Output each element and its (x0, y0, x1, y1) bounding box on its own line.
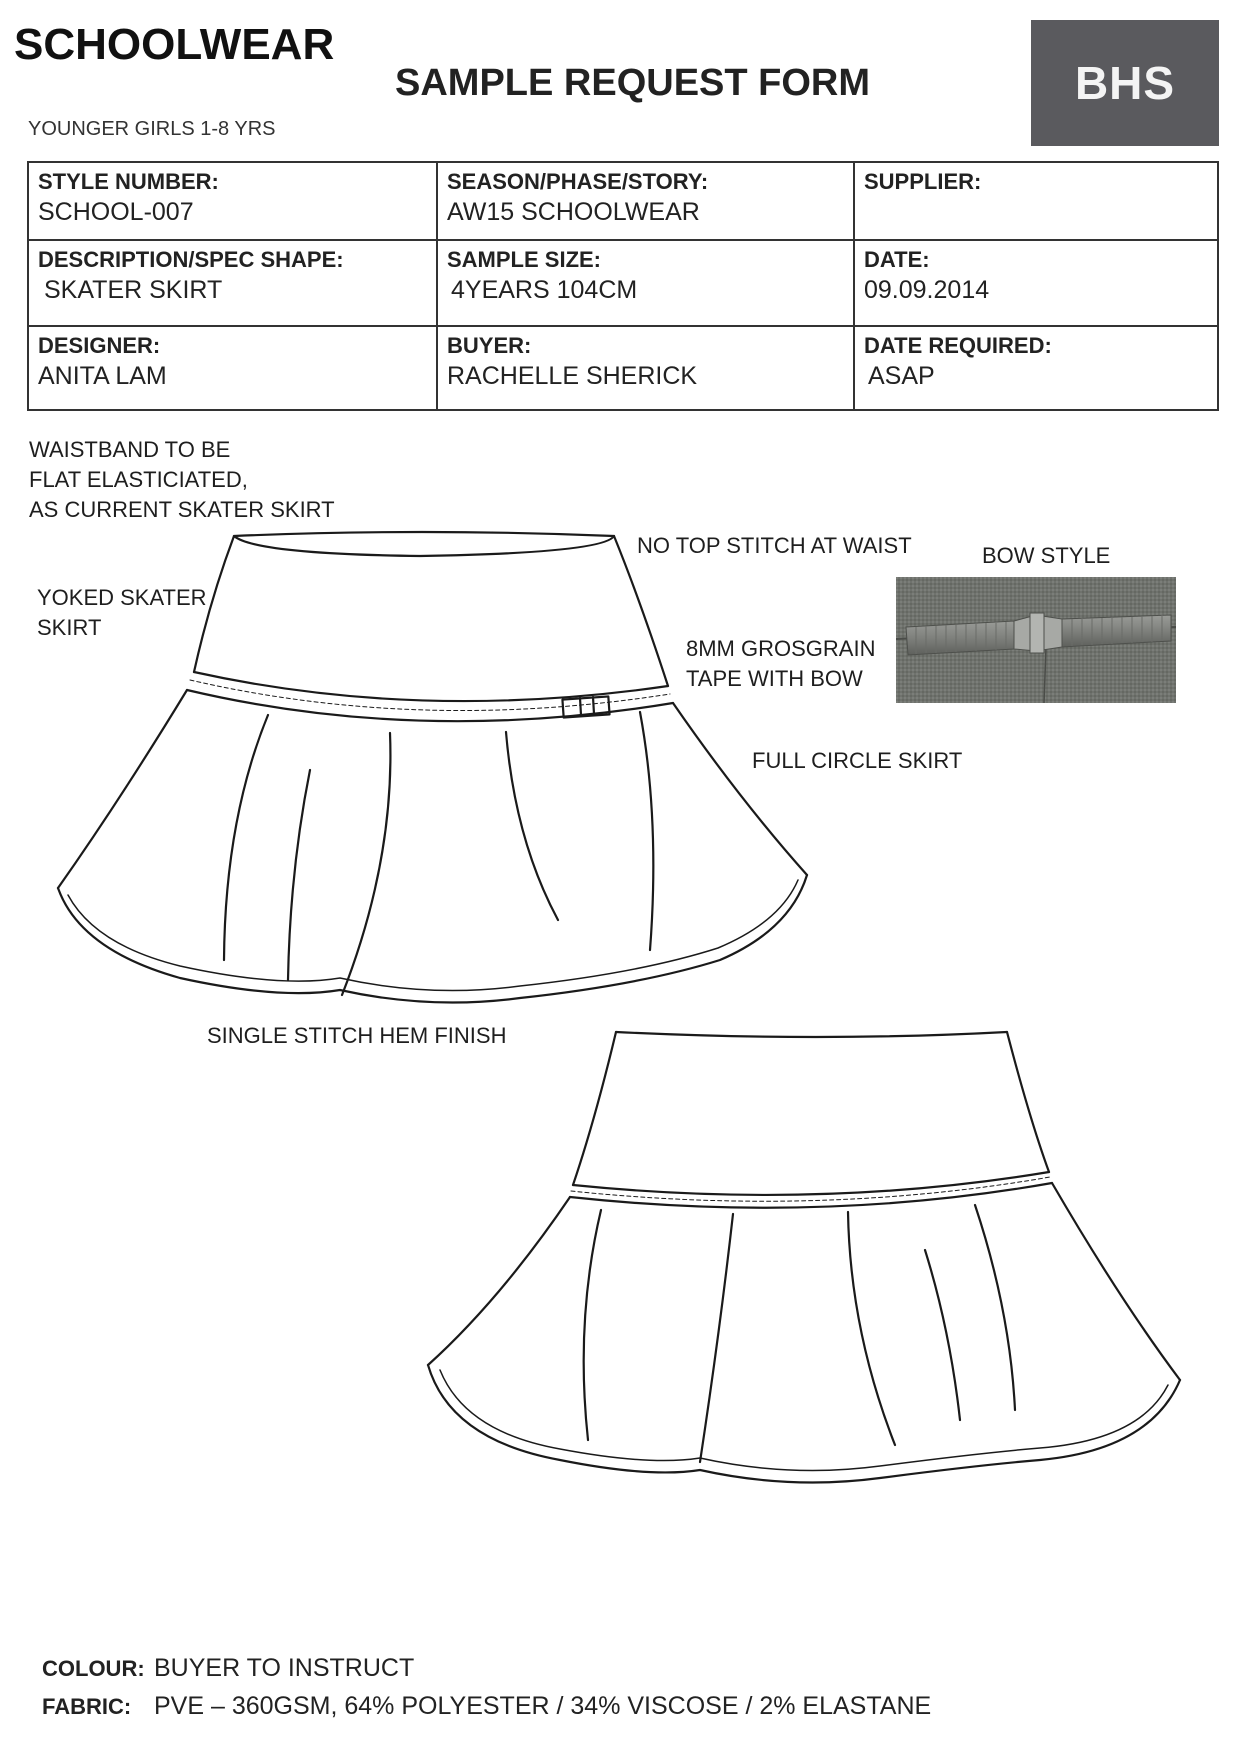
range-subtitle: YOUNGER GIRLS 1-8 YRS (28, 118, 276, 140)
yoked-note-line-1: YOKED SKATER (37, 585, 207, 610)
full-circle-note: FULL CIRCLE SKIRT (752, 748, 963, 773)
no-topstitch-note: NO TOP STITCH AT WAIST (637, 533, 912, 558)
buyer-value: RACHELLE SHERICK (447, 362, 698, 391)
fabric-value: PVE – 360GSM, 64% POLYESTER / 34% VISCOSE / 2% ELASTANE (154, 1692, 932, 1720)
season-label: SEASON/PHASE/STORY: (447, 169, 709, 194)
grosgrain-note-line-2: TAPE WITH BOW (686, 666, 863, 691)
waistband-note-line-1: WAISTBAND TO BE (29, 437, 231, 462)
front-skirt-sketch (58, 532, 807, 1003)
fabric-row (42, 1692, 931, 1721)
designer-label: DESIGNER: (38, 333, 161, 359)
sample-size-label: SAMPLE SIZE: (447, 246, 602, 272)
date-value: 09.09.2014 (864, 275, 990, 304)
grosgrain-note-line-1: 8MM GROSGRAIN (686, 636, 876, 661)
date-required-value: ASAP (868, 362, 935, 391)
waistband-note-line-3: AS CURRENT SKATER SKIRT (29, 497, 335, 522)
yoked-note-line-2: SKIRT (37, 615, 102, 640)
date-label: DATE: (864, 246, 930, 272)
form-title: SAMPLE REQUEST FORM (395, 62, 871, 104)
description-value: SKATER SKIRT (44, 275, 223, 304)
style-number-value: SCHOOL-007 (38, 198, 194, 226)
supplier-label: SUPPLIER: (864, 169, 982, 194)
fabric-label: FABRIC: (42, 1694, 132, 1719)
back-skirt-sketch (428, 1032, 1180, 1483)
style-number-label: STYLE NUMBER: (38, 169, 219, 194)
colour-label: COLOUR: (42, 1656, 145, 1681)
date-required-label: DATE REQUIRED: (864, 333, 1052, 359)
brand-title: SCHOOLWEAR (14, 20, 335, 69)
buyer-label: BUYER: (447, 333, 532, 359)
sample-size-value: 4YEARS 104CM (451, 275, 638, 304)
hem-finish-note: SINGLE STITCH HEM FINISH (207, 1023, 507, 1048)
colour-value: BUYER TO INSTRUCT (154, 1654, 415, 1682)
colour-row (42, 1654, 414, 1683)
waistband-note-line-2: FLAT ELASTICIATED, (29, 467, 248, 492)
designer-value: ANITA LAM (38, 362, 167, 391)
logo-text: BHS (1074, 57, 1176, 109)
season-value: AW15 SCHOOLWEAR (447, 198, 700, 226)
description-label: DESCRIPTION/SPEC SHAPE: (38, 246, 344, 272)
bow-style-label: BOW STYLE (982, 543, 1111, 568)
